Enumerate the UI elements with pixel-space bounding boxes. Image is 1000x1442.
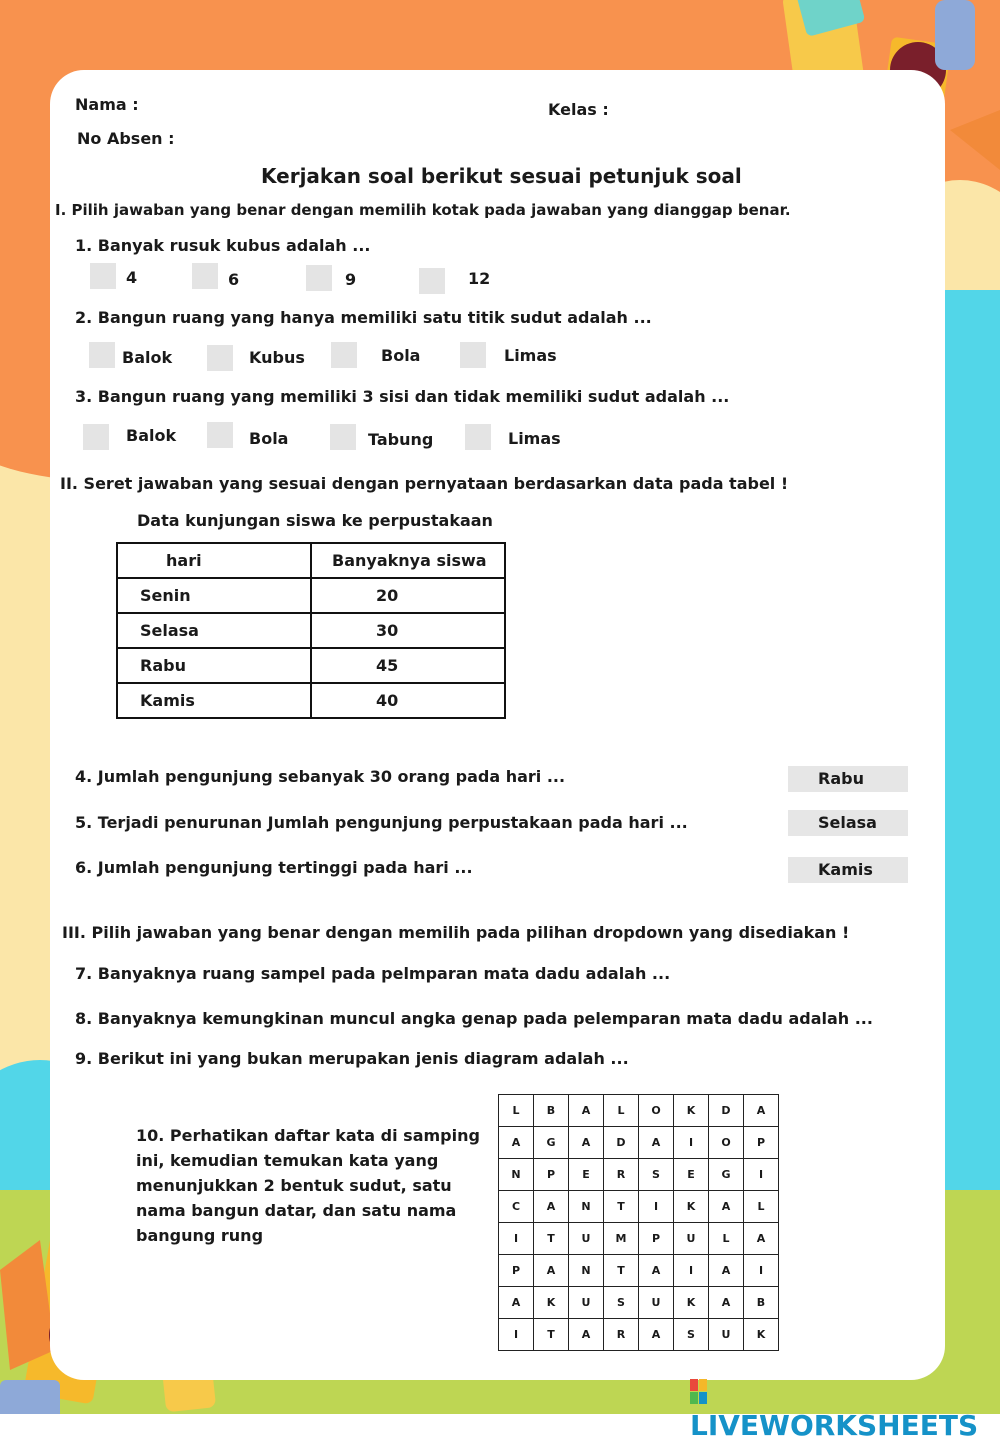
grid-cell[interactable]: A: [534, 1191, 569, 1223]
table-row: [117, 648, 505, 683]
grid-cell[interactable]: U: [639, 1287, 674, 1319]
q2-option-3-label: Bola: [381, 346, 421, 365]
grid-cell[interactable]: A: [709, 1255, 744, 1287]
grid-cell[interactable]: N: [569, 1255, 604, 1287]
q1-option-2-checkbox[interactable]: [192, 263, 218, 289]
grid-cell[interactable]: A: [639, 1255, 674, 1287]
grid-cell[interactable]: A: [744, 1095, 779, 1127]
question-4: 4. Jumlah pengunjung sebanyak 30 orang pada hari ...: [75, 767, 566, 786]
absen-label: No Absen :: [77, 129, 175, 148]
q1-option-4-label: 12: [468, 269, 491, 288]
grid-cell[interactable]: A: [569, 1127, 604, 1159]
q1-option-4-checkbox[interactable]: [419, 268, 445, 294]
q2-option-1-label: Balok: [122, 348, 173, 367]
grid-cell[interactable]: B: [744, 1287, 779, 1319]
q2-option-4-checkbox[interactable]: [460, 342, 486, 368]
question-5: 5. Terjadi penurunan Jumlah pengunjung perpustakaan pada hari ...: [75, 813, 688, 832]
grid-cell[interactable]: N: [569, 1191, 604, 1223]
q3-option-1-checkbox[interactable]: [83, 424, 109, 450]
table-cell-count: 45: [311, 648, 505, 683]
grid-cell[interactable]: I: [674, 1255, 709, 1287]
grid-cell[interactable]: A: [709, 1287, 744, 1319]
grid-cell[interactable]: S: [639, 1159, 674, 1191]
grid-cell[interactable]: K: [674, 1287, 709, 1319]
grid-cell[interactable]: P: [639, 1223, 674, 1255]
q2-option-1-checkbox[interactable]: [89, 342, 115, 368]
liveworksheets-logo-icon: [690, 1379, 708, 1405]
grid-cell[interactable]: L: [499, 1095, 534, 1127]
q1-option-2-label: 6: [228, 270, 240, 289]
grid-cell[interactable]: T: [604, 1255, 639, 1287]
grid-row: [499, 1255, 779, 1287]
section2-title: II. Seret jawaban yang sesuai dengan pernyataan berdasarkan data pada tabel !: [60, 474, 789, 493]
table-cell-day: Rabu: [117, 648, 311, 683]
grid-cell[interactable]: L: [744, 1191, 779, 1223]
nama-label: Nama :: [75, 95, 139, 114]
question-10-line: menunjukkan 2 bentuk sudut, satu: [136, 1176, 452, 1195]
grid-cell[interactable]: R: [604, 1159, 639, 1191]
question-10-line: ini, kemudian temukan kata yang: [136, 1151, 439, 1170]
table-caption: Data kunjungan siswa ke perpustakaan: [137, 511, 493, 530]
grid-cell[interactable]: O: [709, 1127, 744, 1159]
grid-row: [499, 1287, 779, 1319]
table-header-hari: hari: [117, 543, 311, 578]
grid-cell[interactable]: D: [709, 1095, 744, 1127]
q2-option-2-label: Kubus: [249, 348, 305, 367]
q2-option-2-checkbox[interactable]: [207, 345, 233, 371]
table-cell-day: Selasa: [117, 613, 311, 648]
question-10-line: 10. Perhatikan daftar kata di samping: [136, 1126, 480, 1145]
q2-option-3-checkbox[interactable]: [331, 342, 357, 368]
kelas-label: Kelas :: [548, 100, 609, 119]
liveworksheets-brand: LIVEWORKSHEETS: [690, 1409, 979, 1442]
grid-row: [499, 1127, 779, 1159]
liveworksheets-logo[interactable]: [690, 1376, 1000, 1442]
grid-cell[interactable]: T: [604, 1191, 639, 1223]
drag-answer-rabu[interactable]: Rabu: [788, 766, 908, 792]
word-search-grid: [498, 1094, 779, 1351]
grid-cell[interactable]: K: [534, 1287, 569, 1319]
grid-cell[interactable]: I: [499, 1319, 534, 1351]
question-9: 9. Berikut ini yang bukan merupakan jenis diagram adalah ...: [75, 1049, 629, 1068]
grid-cell[interactable]: A: [534, 1255, 569, 1287]
grid-cell[interactable]: P: [499, 1255, 534, 1287]
grid-cell[interactable]: T: [534, 1223, 569, 1255]
grid-cell[interactable]: U: [569, 1223, 604, 1255]
grid-cell[interactable]: K: [674, 1095, 709, 1127]
table-row: [117, 578, 505, 613]
question-10-line: nama bangun datar, dan satu nama: [136, 1201, 457, 1220]
grid-cell[interactable]: U: [569, 1287, 604, 1319]
table-cell-count: 30: [311, 613, 505, 648]
grid-row: [499, 1095, 779, 1127]
grid-cell[interactable]: T: [534, 1319, 569, 1351]
question-10: [136, 1123, 480, 1248]
drag-answer-kamis[interactable]: Kamis: [788, 857, 908, 883]
q1-option-1-label: 4: [126, 268, 138, 287]
grid-row: [499, 1191, 779, 1223]
q1-option-3-label: 9: [345, 270, 357, 289]
q1-option-1-checkbox[interactable]: [90, 263, 116, 289]
table-cell-count: 20: [311, 578, 505, 613]
question-1: 1. Banyak rusuk kubus adalah ...: [75, 236, 371, 255]
q3-option-4-checkbox[interactable]: [465, 424, 491, 450]
table-row: [117, 683, 505, 718]
grid-cell[interactable]: K: [744, 1319, 779, 1351]
grid-cell[interactable]: R: [604, 1319, 639, 1351]
grid-cell[interactable]: I: [744, 1255, 779, 1287]
section3-title: III. Pilih jawaban yang benar dengan memilih pada pilihan dropdown yang disediakan !: [62, 923, 850, 942]
grid-row: [499, 1159, 779, 1191]
grid-cell[interactable]: K: [674, 1191, 709, 1223]
q3-option-4-label: Limas: [508, 429, 561, 448]
grid-cell[interactable]: I: [639, 1191, 674, 1223]
q3-option-3-label: Tabung: [368, 430, 434, 449]
grid-cell[interactable]: A: [709, 1191, 744, 1223]
grid-cell[interactable]: P: [534, 1159, 569, 1191]
grid-cell[interactable]: U: [709, 1319, 744, 1351]
q3-option-2-checkbox[interactable]: [207, 422, 233, 448]
grid-cell[interactable]: E: [674, 1159, 709, 1191]
question-2: 2. Bangun ruang yang hanya memiliki satu titik sudut adalah ...: [75, 308, 652, 327]
q2-option-4-label: Limas: [504, 346, 557, 365]
grid-cell[interactable]: L: [604, 1095, 639, 1127]
grid-cell[interactable]: L: [709, 1223, 744, 1255]
grid-cell[interactable]: A: [569, 1319, 604, 1351]
question-3: 3. Bangun ruang yang memiliki 3 sisi dan tidak memiliki sudut adalah ...: [75, 387, 730, 406]
q3-option-2-label: Bola: [249, 429, 289, 448]
table-row: [117, 613, 505, 648]
grid-row: [499, 1223, 779, 1255]
grid-cell[interactable]: N: [499, 1159, 534, 1191]
grid-cell[interactable]: A: [499, 1287, 534, 1319]
grid-cell[interactable]: A: [499, 1127, 534, 1159]
grid-cell[interactable]: I: [674, 1127, 709, 1159]
grid-cell[interactable]: M: [604, 1223, 639, 1255]
grid-cell[interactable]: G: [534, 1127, 569, 1159]
table-cell-day: Senin: [117, 578, 311, 613]
drag-answer-selasa[interactable]: Selasa: [788, 810, 908, 836]
grid-cell[interactable]: B: [534, 1095, 569, 1127]
question-7: 7. Banyaknya ruang sampel pada pelmparan mata dadu adalah ...: [75, 964, 671, 983]
grid-cell[interactable]: I: [499, 1223, 534, 1255]
grid-cell[interactable]: P: [744, 1127, 779, 1159]
grid-cell[interactable]: A: [744, 1223, 779, 1255]
q3-option-1-label: Balok: [126, 426, 177, 445]
question-8: 8. Banyaknya kemungkinan muncul angka genap pada pelemparan mata dadu adalah ...: [75, 1009, 873, 1028]
grid-cell[interactable]: I: [744, 1159, 779, 1191]
grid-cell[interactable]: D: [604, 1127, 639, 1159]
grid-cell[interactable]: A: [639, 1127, 674, 1159]
grid-cell[interactable]: S: [604, 1287, 639, 1319]
table-header-banyaknya: Banyaknya siswa: [311, 543, 505, 578]
grid-row: [499, 1319, 779, 1351]
instruction-title: Kerjakan soal berikut sesuai petunjuk soal: [261, 164, 742, 188]
question-6: 6. Jumlah pengunjung tertinggi pada hari ...: [75, 858, 473, 877]
section1-title: I. Pilih jawaban yang benar dengan memilih kotak pada jawaban yang dianggap benar.: [55, 201, 791, 219]
table-header-row: [117, 543, 505, 578]
grid-cell[interactable]: C: [499, 1191, 534, 1223]
visits-table: [116, 542, 506, 719]
grid-cell[interactable]: E: [569, 1159, 604, 1191]
grid-cell[interactable]: O: [639, 1095, 674, 1127]
question-10-line: bangung rung: [136, 1226, 264, 1245]
table-cell-count: 40: [311, 683, 505, 718]
grid-cell[interactable]: A: [569, 1095, 604, 1127]
table-cell-day: Kamis: [117, 683, 311, 718]
grid-cell[interactable]: G: [709, 1159, 744, 1191]
q3-option-3-checkbox[interactable]: [330, 424, 356, 450]
grid-cell[interactable]: U: [674, 1223, 709, 1255]
grid-cell[interactable]: A: [639, 1319, 674, 1351]
q1-option-3-checkbox[interactable]: [306, 265, 332, 291]
grid-cell[interactable]: S: [674, 1319, 709, 1351]
